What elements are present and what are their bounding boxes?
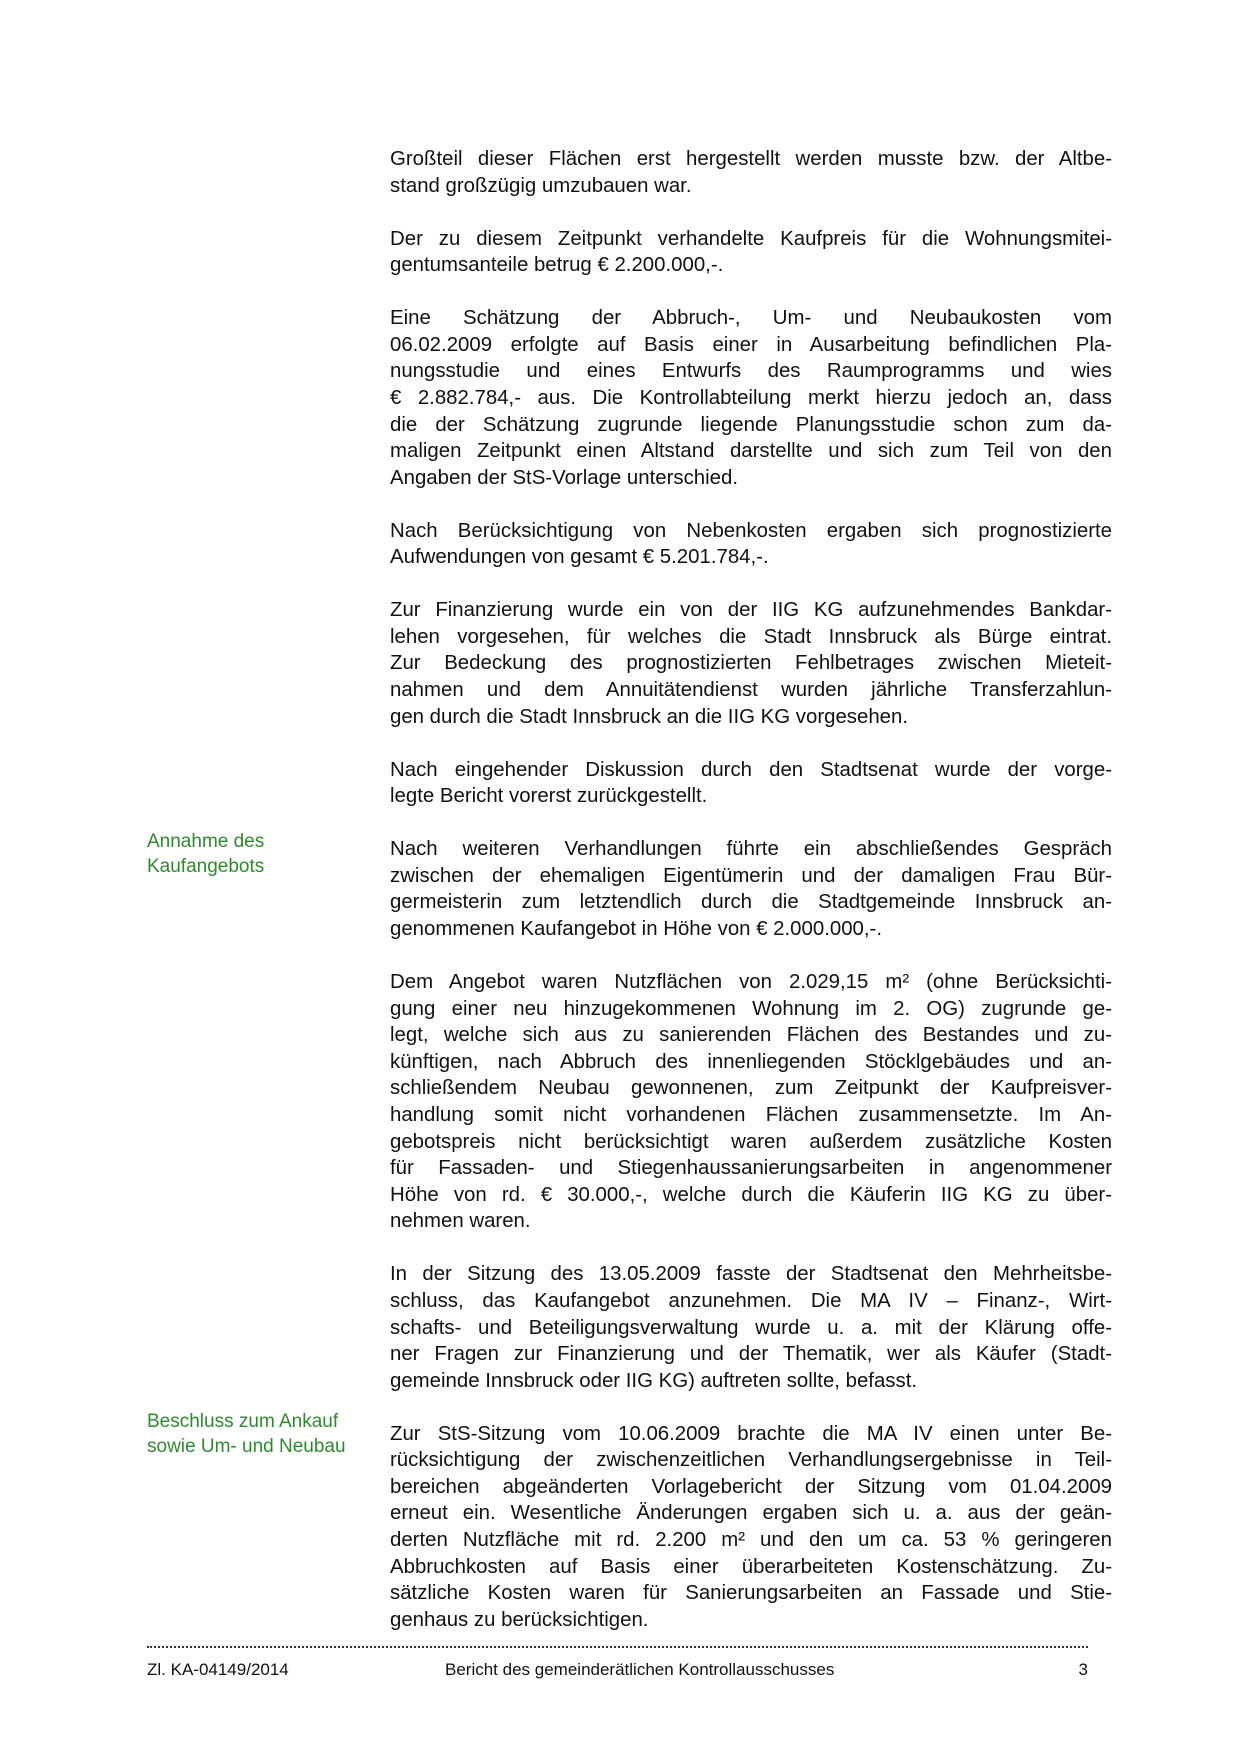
text-line: genommenen Kaufangebot in Höhe von € 2.000.000,-. xyxy=(390,918,883,940)
text-line: schließendem Neubau gewonnenen, zum Zeitpunkt der Kaufpreisver- xyxy=(390,1077,1112,1100)
footer-title: Bericht des gemeinderätlichen Kontrollausschusses xyxy=(445,1660,835,1679)
text-line: Nach Berücksichtigung von Nebenkosten ergaben sich prognostizierte xyxy=(390,519,1112,542)
text-line: Zur StS-Sitzung vom 10.06.2009 brachte die MA IV einen unter Be- xyxy=(390,1422,1112,1445)
text-line: handlung somit nicht vorhandenen Flächen zusammensetzte. Im An- xyxy=(390,1103,1112,1126)
margin-note-line: sowie Um- und Neubau xyxy=(147,1436,346,1457)
text-line: nahmen und dem Annuitätendienst wurden jährliche Transferzahlun- xyxy=(390,679,1112,702)
text-line: € 2.882.784,- aus. Die Kontrollabteilung merkt hierzu jedoch an, dass xyxy=(390,386,1112,409)
text-line: sätzliche Kosten waren für Sanierungsarbeiten an Fassade und Stie- xyxy=(390,1582,1112,1605)
text-line: Nach eingehender Diskussion durch den Stadtsenat wurde der vorge- xyxy=(390,758,1112,781)
text-line: legt, welche sich aus zu sanierenden Flächen des Bestandes und zu- xyxy=(390,1024,1112,1047)
text-line: stand großzügig umzubauen war. xyxy=(390,174,692,197)
paragraph-finanzierung xyxy=(390,597,1112,730)
text-line: zwischen der ehemaligen Eigentümerin und der damaligen Frau Bür- xyxy=(390,864,1112,887)
text-line: Zur Bedeckung des prognostizierten Fehlbetrages zwischen Mieteit- xyxy=(390,652,1112,675)
text-line: legte Bericht vorerst zurückgestellt. xyxy=(390,785,708,808)
text-line: derten Nutzfläche mit rd. 2.200 m² und den um ca. 53 % geringeren xyxy=(390,1529,1112,1552)
text-line: gen durch die Stadt Innsbruck an die IIG KG vorgesehen. xyxy=(390,705,909,728)
text-line: gentumsanteile betrug € 2.200.000,-. xyxy=(390,254,724,277)
text-line: Der zu diesem Zeitpunkt verhandelte Kaufpreis für die Wohnungsmitei- xyxy=(390,227,1112,250)
text-line: bereichen abgeänderten Vorlagebericht der Sitzung vom 01.04.2009 xyxy=(390,1475,1112,1498)
margin-note-line: Beschluss zum Ankauf xyxy=(147,1411,339,1432)
text-line: Zur Finanzierung wurde ein von der IIG KG aufzunehmendes Bankdar- xyxy=(390,599,1112,622)
paragraph-nutzflaechen xyxy=(390,969,1112,1235)
text-line: gebotspreis nicht berücksichtigt waren außerdem zusätzliche Kosten xyxy=(390,1130,1112,1153)
margin-note-line: Annahme des xyxy=(147,831,265,852)
text-line: nehmen waren. xyxy=(390,1210,531,1233)
text-line: künftigen, nach Abbruch des innenliegenden Stöcklgebäudes und an- xyxy=(390,1050,1112,1073)
footer-reference: Zl. KA-04149/2014 xyxy=(147,1660,289,1679)
text-line: gemeinde Innsbruck oder IIG KG) auftreten sollte, befasst. xyxy=(390,1369,918,1392)
footer-divider xyxy=(147,1646,1088,1648)
text-line: In der Sitzung des 13.05.2009 fasste der Stadtsenat den Mehrheitsbe- xyxy=(390,1263,1112,1286)
page-number: 3 xyxy=(1078,1660,1088,1679)
text-line: Nach weiteren Verhandlungen führte ein abschließendes Gespräch xyxy=(390,838,1112,861)
text-line: schafts- und Beteiligungsverwaltung wurde u. a. mit der Klärung offe- xyxy=(390,1316,1112,1339)
text-line: maligen Zeitpunkt einen Altstand darstellte und sich zum Teil von den xyxy=(390,440,1112,463)
paragraph-kaufpreis xyxy=(390,226,1112,279)
paragraph-schaetzung xyxy=(390,305,1112,491)
text-line: Abbruchkosten auf Basis einer überarbeiteten Kostenschätzung. Zu- xyxy=(390,1555,1112,1578)
text-line: schluss, das Kaufangebot anzunehmen. Die MA IV – Finanz-, Wirt- xyxy=(390,1289,1112,1312)
page-footer xyxy=(147,1658,1088,1682)
paragraph-sitzung-10-06 xyxy=(390,1421,1112,1634)
report-body xyxy=(390,146,1112,1660)
margin-note-line: Kaufangebots xyxy=(147,856,265,877)
paragraph-sitzung-13-05 xyxy=(390,1261,1112,1394)
text-line: ner Fragen zur Finanzierung und der Thematik, wer als Käufer (Stadt- xyxy=(390,1343,1112,1366)
text-line: erneut ein. Wesentliche Änderungen ergaben sich u. a. aus der geän- xyxy=(390,1502,1112,1525)
text-line: Aufwendungen von gesamt € 5.201.784,-. xyxy=(390,546,769,569)
text-line: Dem Angebot waren Nutzflächen von 2.029,15 m² (ohne Berücksichti- xyxy=(390,970,1112,993)
text-line: für Fassaden- und Stiegenhaussanierungsarbeiten in angenommener xyxy=(390,1157,1112,1180)
text-line: gung einer neu hinzugekommenen Wohnung im 2. OG) zugrunde ge- xyxy=(390,997,1112,1020)
text-line: nungsstudie und eines Entwurfs des Raumprogramms und wies xyxy=(390,360,1112,383)
text-line: Eine Schätzung der Abbruch-, Um- und Neubaukosten vom xyxy=(390,307,1112,330)
text-line: die der Schätzung zugrunde liegende Planungsstudie schon zum da- xyxy=(390,413,1112,436)
margin-note-annahme xyxy=(147,829,377,879)
text-line: Angaben der StS-Vorlage unterschied. xyxy=(390,466,739,489)
margin-note-beschluss xyxy=(147,1409,377,1459)
text-line: genhaus zu berücksichtigen. xyxy=(390,1608,649,1631)
paragraph-nebenkosten xyxy=(390,518,1112,571)
paragraph-verhandlungen xyxy=(390,836,1112,942)
text-line: germeisterin zum letztendlich durch die Stadtgemeinde Innsbruck an- xyxy=(390,891,1112,914)
text-line: Großteil dieser Flächen erst hergestellt werden musste bzw. der Altbe- xyxy=(390,148,1112,170)
paragraph-altbestand xyxy=(390,146,1112,199)
text-line: rücksichtigung der zwischenzeitlichen Verhandlungsergebnisse in Teil- xyxy=(390,1449,1112,1472)
text-line: 06.02.2009 erfolgte auf Basis einer in Ausarbeitung befindlichen Pla- xyxy=(390,333,1112,356)
paragraph-diskussion xyxy=(390,757,1112,810)
text-line: lehen vorgesehen, für welches die Stadt Innsbruck als Bürge eintrat. xyxy=(390,625,1112,648)
text-line: Höhe von rd. € 30.000,-, welche durch die Käuferin IIG KG zu über- xyxy=(390,1183,1112,1206)
